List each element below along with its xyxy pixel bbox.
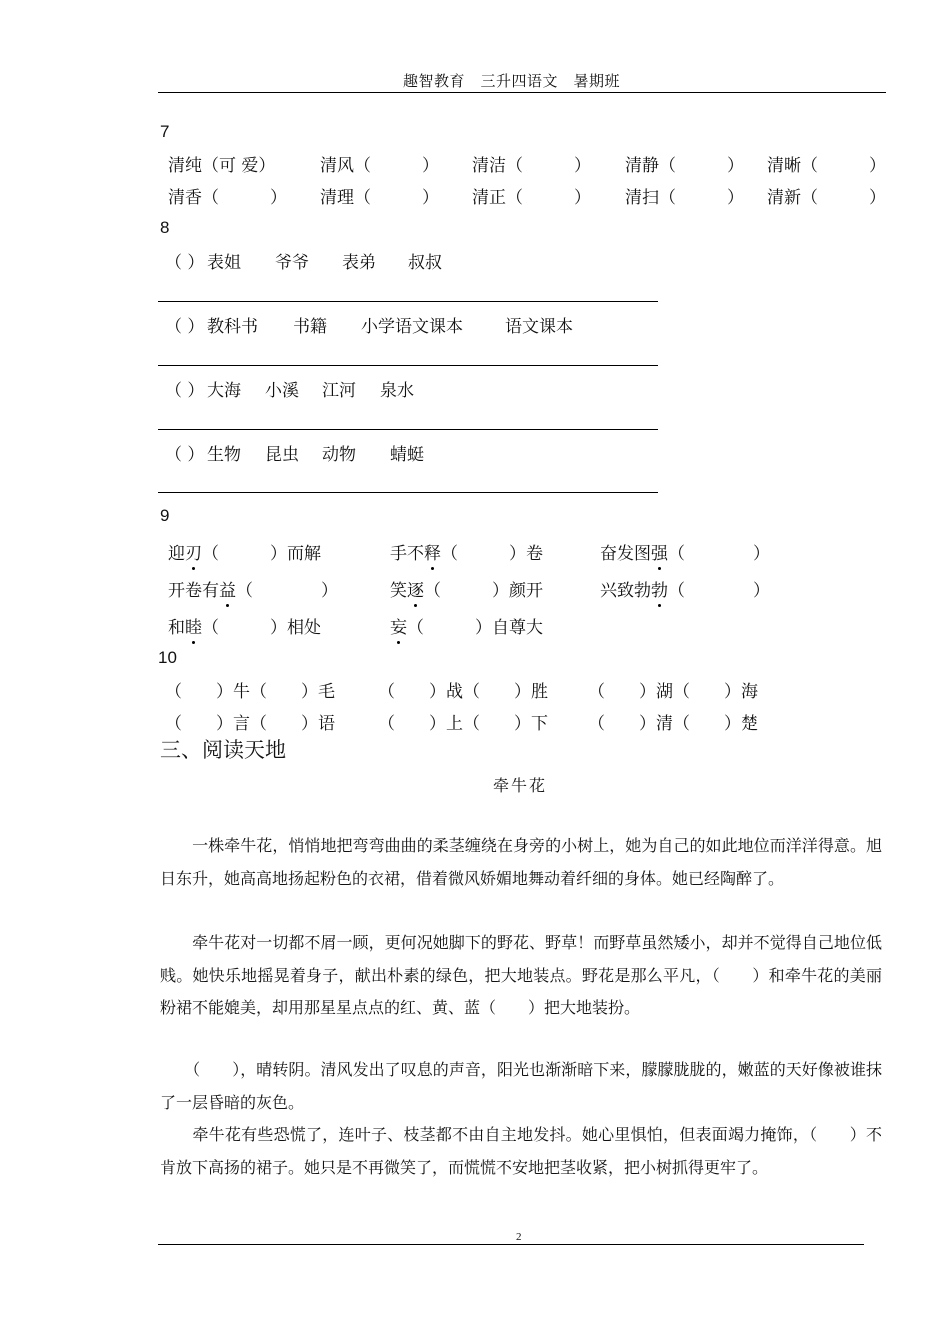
answer-paren: （ ）	[165, 445, 205, 465]
dotted-char: 益	[219, 581, 236, 601]
q10-item: （ ）清（ ）楚	[588, 714, 758, 734]
q7-item: 清扫（ ）	[625, 188, 744, 208]
dotted-char: 逐	[407, 581, 424, 601]
page-header: 趣智教育 三升四语文 暑期班	[403, 72, 621, 90]
dotted-char: 刃	[185, 544, 202, 564]
word: 表弟	[342, 253, 376, 273]
word: 教科书	[207, 317, 258, 337]
question-10-number: 10	[158, 648, 177, 667]
q7-item: 清静（ ）	[625, 156, 744, 176]
story-paragraph-2: 牵牛花对一切都不屑一顾，更何况她脚下的野花、野草！而野草虽然矮小，却并不觉得自己地位低贱。她快乐地摇晃着身子，献出朴素的绿色，把大地装点。野花是那么平凡，（ ）和牵牛花的美丽粉裙不能媲美，却用那星星点点的红、黄、蓝（ ）把大地装扮。	[160, 933, 882, 1017]
idiom-2: 手不释（ ）卷	[390, 544, 543, 564]
q7-item: 清风（ ）	[320, 156, 439, 176]
footer-rule	[158, 1244, 864, 1245]
question-9-number: 9	[160, 506, 170, 525]
dotted-char: 释	[424, 544, 441, 564]
q7-item: 清香（ ）	[168, 188, 287, 208]
word: 爷爷	[275, 253, 309, 273]
idiom-3: 奋发图强（ ）	[600, 544, 770, 564]
q10-item: （ ）牛（ ）毛	[165, 682, 335, 702]
answer-paren: （ ）	[165, 253, 205, 273]
q7-item: 清纯（可 爱）	[168, 156, 276, 176]
question-7-number: 7	[160, 122, 170, 141]
idiom-6: 兴致勃勃（ ）	[600, 581, 770, 601]
q10-item: （ ）湖（ ）海	[588, 682, 758, 702]
word: 叔叔	[408, 253, 442, 273]
story-paragraph-1: 一株牵牛花，悄悄地把弯弯曲曲的柔茎缠绕在身旁的小树上，她为自己的如此地位而洋洋得意。旭日东升，她高高地扬起粉色的衣裙，借着微风娇媚地舞动着纤细的身体。她已经陶醉了。	[160, 836, 882, 888]
q7-item: 清洁（ ）	[472, 156, 591, 176]
word: 生物	[207, 445, 241, 465]
idiom-8: 妄（ ）自尊大	[390, 618, 543, 638]
answer-paren: （ ）	[165, 381, 205, 401]
q10-item: （ ）言（ ）语	[165, 714, 335, 734]
story-paragraph-4: 牵牛花有些恐慌了，连叶子、枝茎都不由自主地发抖。她心里惧怕，但表面竭力掩饰，（ ）不肯放下高扬的裙子。她只是不再微笑了，而慌慌不安地把茎收紧，把小树抓得更牢了。	[160, 1125, 882, 1177]
q7-item: 清理（ ）	[320, 188, 439, 208]
q10-item: （ ）上（ ）下	[378, 714, 548, 734]
header-rule	[158, 92, 886, 93]
word: 小溪	[265, 381, 299, 401]
dotted-char: 强	[651, 544, 668, 564]
q7-item: 清晰（ ）	[767, 156, 886, 176]
idiom-5: 笑逐（ ）颜开	[390, 581, 543, 601]
idiom-7: 和睦（ ）相处	[168, 618, 321, 638]
dotted-char: 勃	[651, 581, 668, 601]
answer-line	[158, 301, 658, 302]
story-paragraph-3: （ ），晴转阴。清风发出了叹息的声音，阳光也渐渐暗下来，朦朦胧胧的，嫩蓝的天好像被谁抹了一层昏暗的灰色。	[160, 1060, 882, 1112]
answer-line	[158, 429, 658, 430]
word: 书籍	[293, 317, 327, 337]
q10-item: （ ）战（ ）胜	[378, 682, 548, 702]
answer-line	[158, 492, 658, 493]
answer-paren: （ ）	[165, 317, 205, 337]
word: 江河	[322, 381, 356, 401]
story-title: 牵牛花	[493, 776, 548, 795]
word: 动物	[322, 445, 356, 465]
dotted-char: 睦	[185, 618, 202, 638]
answer-line	[158, 365, 658, 366]
word: 语文课本	[505, 317, 573, 337]
word: 表姐	[207, 253, 241, 273]
word: 蜻蜓	[390, 445, 424, 465]
word: 小学语文课本	[361, 317, 463, 337]
word: 泉水	[380, 381, 414, 401]
word: 大海	[207, 381, 241, 401]
idiom-4: 开卷有益（ ）	[168, 581, 338, 601]
idiom-1: 迎刃（ ）而解	[168, 544, 321, 564]
q7-item: 清新（ ）	[767, 188, 886, 208]
word: 昆虫	[265, 445, 299, 465]
page-number: 2	[516, 1231, 522, 1243]
q7-item: 清正（ ）	[472, 188, 591, 208]
dotted-char: 妄	[390, 618, 407, 638]
section-title: 三、阅读天地	[160, 738, 286, 762]
question-8-number: 8	[160, 218, 170, 237]
